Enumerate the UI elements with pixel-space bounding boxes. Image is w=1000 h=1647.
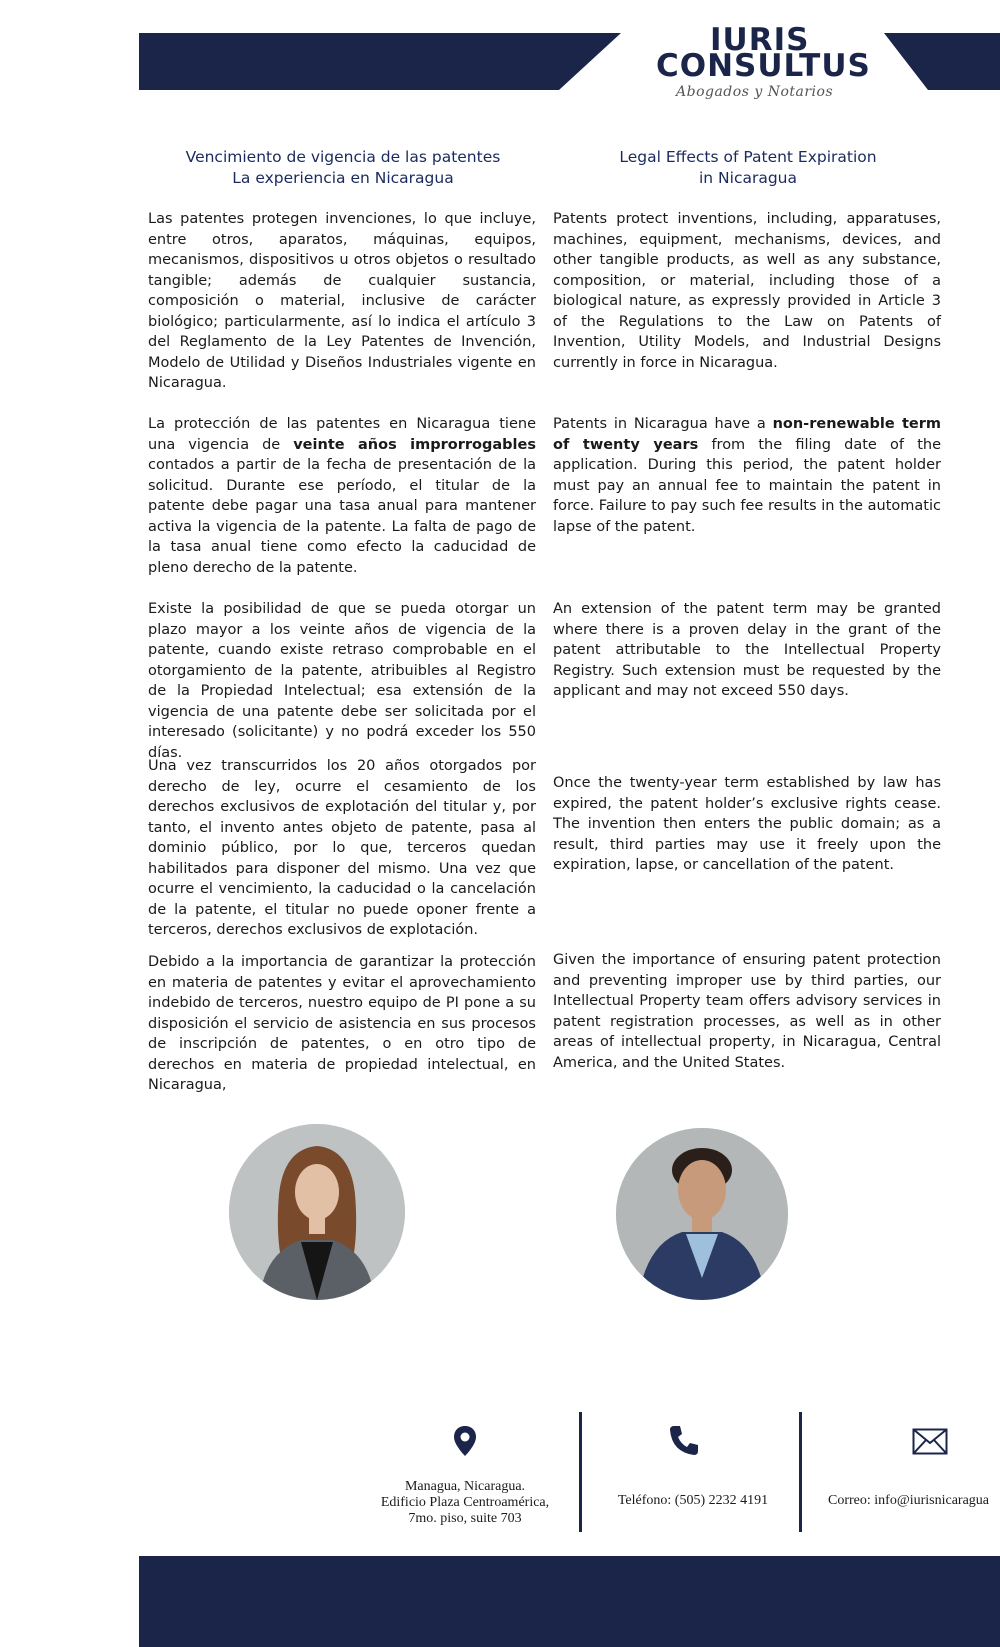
footer-divider-2 — [799, 1412, 802, 1532]
english-p2-bold: non-renewable term of twenty years — [553, 416, 941, 453]
english-paragraph-2 — [553, 414, 941, 537]
english-paragraph-5: Given the importance of ensuring patent protection and preventing improper use by third parties, our Intellectual Property team offers advisory services in patent registration processes, as well as in other areas of intellectual property, in Nicaragua, Central America, and the United States. — [553, 952, 941, 1071]
team-member-photo-woman — [229, 1124, 405, 1300]
logo-line1: IURIS — [710, 22, 810, 58]
envelope-icon — [912, 1428, 948, 1460]
english-p2-pre: Patents in Nicaragua have a — [553, 416, 773, 432]
footer-email[interactable]: Correo: info@iurisnicaragua — [828, 1493, 990, 1508]
english-paragraph-1: Patents protect inventions, including, apparatuses, machines, equipment, mechanisms, devices, and other tangible products, as well as any substance, composition, or material, including those of a biological nature, as expressly provided in Article 3 of the Regulations to the Law on Patents of Invention, Utility Models, and Industrial Designs currently in force in Nicaragua. — [553, 211, 941, 371]
english-p2-post: from the filing date of the application. During this period, the patent holder must pay an annual fee to maintain the patent in force. Failure to pay such fee results in the automatic lapse of the patent. — [553, 436, 941, 535]
spanish-paragraph-1: Las patentes protegen invenciones, lo que incluye, entre otros, aparatos, máquinas, equipos, mecanismos, dispositivos u otros objetos o resultado tangible; además de cualquier sustancia, composición o material, inclusive de carácter biológico; particularmente, así lo indica el artículo 3 del Reglamento de la Ley Patentes de Invención, Modelo de Utilidad y Diseños Industriales vigente en Nicaragua. — [148, 211, 536, 391]
header-bar-slant — [559, 33, 621, 90]
team-member-photo-man — [616, 1128, 788, 1300]
english-paragraph-3: An extension of the patent term may be granted where there is a proven delay in the grant of the patent attributable to the Intellectual Property Registry. Such extension must be requested by the applicant and may not exceed 550 days. — [553, 601, 941, 699]
footer-address — [360, 1479, 570, 1527]
address-line2: Edificio Plaza Centroamérica, — [380, 1495, 550, 1510]
footer-bar — [139, 1556, 1000, 1647]
english-paragraph-4: Once the twenty-year term established by law has expired, the patent holder’s exclusive rights cease. The invention then enters the public domain; as a result, third parties may use it freely upon the expiration, lapse, or cancellation of the patent. — [553, 775, 941, 873]
company-logo — [650, 22, 870, 104]
footer-phone: Teléfono: (505) 2232 4191 — [617, 1493, 769, 1508]
spanish-paragraph-2 — [148, 414, 536, 578]
spanish-paragraph-4: Una vez transcurridos los 20 años otorgados por derecho de ley, ocurre el cesamiento de los derechos exclusivos de explotación del titular y, por tanto, el invento antes objeto de patente, pasa al dominio público, por lo que, terceros quedan habilitados para disponer del mismo. Una vez que ocurre el vencimiento, la caducidad o la cancelación de la patente, el titular no puede oponer frente a terceros, derechos exclusivos de explotación. — [148, 758, 536, 938]
english-title — [553, 147, 943, 189]
english-title-line2: in Nicaragua — [698, 169, 797, 187]
address-line3: 7mo. piso, suite 703 — [408, 1511, 522, 1526]
footer-divider-1 — [579, 1412, 582, 1532]
english-title-line1: Legal Effects of Patent Expiration — [619, 148, 877, 166]
header-bar-left — [139, 33, 559, 90]
phone-icon — [668, 1424, 700, 1460]
location-pin-icon — [453, 1425, 477, 1461]
logo-line2: CONSULTUS — [656, 48, 871, 84]
spanish-paragraph-3: Existe la posibilidad de que se pueda otorgar un plazo mayor a los veinte años de vigencia de la patente, cuando existe retraso comprobable en el otorgamiento de la patente, atribuibles al Registro de la Propiedad Intelectual; esa extensión de la vigencia de una patente debe ser solicitada por el interesado (solicitante) y no podrá exceder los 550 días. — [148, 601, 536, 761]
spanish-p2-bold: veinte años improrrogables — [293, 436, 536, 453]
header-bar-right-slant — [884, 33, 928, 90]
spanish-title-line2: La experiencia en Nicaragua — [232, 169, 454, 187]
spanish-p2-post: contados a partir de la fecha de presentación de la solicitud. Durante ese período, el titular de la patente debe pagar una tasa anual para mantener activa la vigencia de la patente. La falta de pago de la tasa anual tiene como efecto la caducidad de pleno derecho de la patente. — [148, 457, 536, 576]
address-line1: Managua, Nicaragua. — [404, 1479, 526, 1494]
spanish-paragraph-5: Debido a la importancia de garantizar la protección en materia de patentes y evitar el aprovechamiento indebido de terceros, nuestro equipo de PI pone a su disposición el servicio de asistencia en sus procesos de inscripción de patentes, o en otro tipo de derechos en materia de propiedad intelectual, en Nicaragua, — [148, 954, 536, 1093]
spanish-title-line1: Vencimiento de vigencia de las patentes — [185, 148, 501, 166]
logo-tagline: Abogados y Notarios — [676, 84, 834, 100]
spanish-title — [148, 147, 538, 189]
spanish-p2-pre: La protección de las patentes en Nicaragua tiene una vigencia de — [148, 416, 536, 453]
